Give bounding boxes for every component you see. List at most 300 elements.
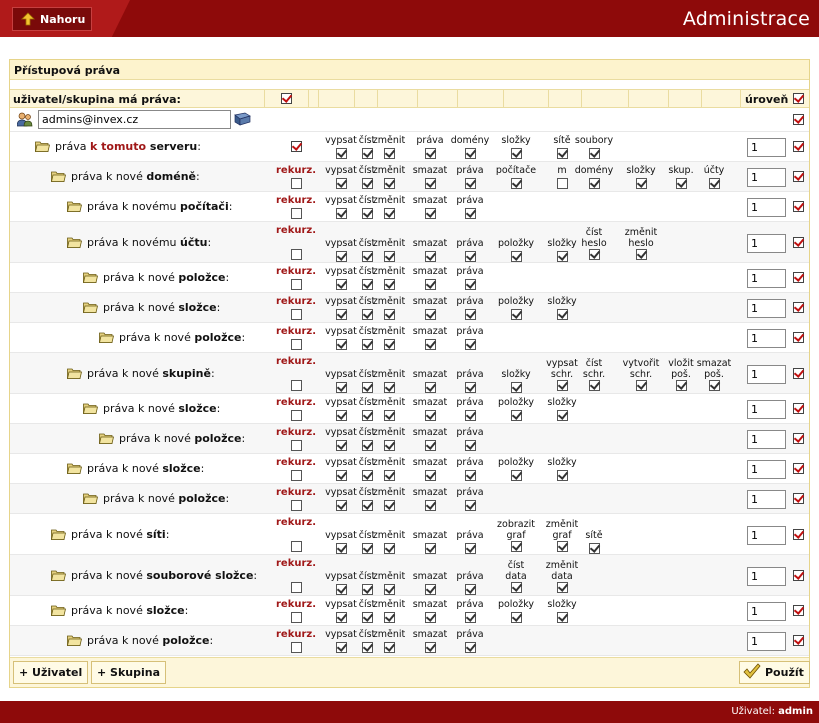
recursive-checkbox[interactable] bbox=[291, 440, 302, 451]
recursive-checkbox[interactable] bbox=[291, 500, 302, 511]
recursive-checkbox[interactable] bbox=[291, 380, 302, 391]
level-input[interactable] bbox=[747, 299, 786, 318]
permission-label: práva bbox=[456, 326, 484, 337]
recursive-checkbox[interactable] bbox=[291, 612, 302, 623]
recursive-label: rekurz. bbox=[276, 427, 317, 438]
permission-checkbox[interactable] bbox=[362, 440, 373, 451]
permission-label: vypsat bbox=[325, 629, 357, 640]
permission-checkbox[interactable] bbox=[362, 208, 373, 219]
permission-label: smazat bbox=[412, 238, 448, 249]
permission-label: položky bbox=[497, 599, 535, 610]
level-checkbox[interactable] bbox=[793, 201, 804, 212]
permission-checkbox[interactable] bbox=[511, 541, 522, 552]
permission-label: složky bbox=[501, 369, 531, 380]
permission-checkbox[interactable] bbox=[336, 500, 347, 511]
row-label-prefix: práva k nové bbox=[103, 301, 179, 314]
user-row-checkbox[interactable] bbox=[793, 114, 804, 125]
recursive-checkbox[interactable] bbox=[291, 642, 302, 653]
permission-label: změnit bbox=[372, 296, 406, 307]
permission-checkbox[interactable] bbox=[384, 339, 395, 350]
apply-button-label: Použít bbox=[765, 666, 804, 679]
permission-label: číst bbox=[358, 397, 376, 408]
level-checkbox[interactable] bbox=[793, 605, 804, 616]
permission-checkbox[interactable] bbox=[384, 309, 395, 320]
rights-row-label bbox=[67, 634, 213, 647]
permission-label: smazat bbox=[412, 530, 448, 541]
permission-checkbox[interactable] bbox=[465, 440, 476, 451]
permission-label: domény bbox=[450, 135, 490, 146]
permission-checkbox[interactable] bbox=[557, 612, 568, 623]
rights-header-row bbox=[10, 89, 809, 108]
row-label-suffix: : bbox=[241, 432, 246, 445]
rights-row bbox=[10, 424, 809, 454]
permission-checkbox[interactable] bbox=[465, 148, 476, 159]
recursive-checkbox[interactable] bbox=[291, 249, 302, 260]
footer-user-name: admin bbox=[778, 706, 813, 717]
permission-checkbox[interactable] bbox=[465, 410, 476, 421]
permission-checkbox[interactable] bbox=[336, 178, 347, 189]
row-label-suffix: : bbox=[210, 367, 215, 380]
recursive-label: rekurz. bbox=[276, 195, 317, 206]
permission-label: změnit bbox=[372, 397, 406, 408]
row-label-text bbox=[103, 402, 220, 415]
rights-row-label bbox=[83, 492, 229, 505]
permission-checkbox[interactable] bbox=[511, 470, 522, 481]
permission-checkbox[interactable] bbox=[465, 642, 476, 653]
permission-checkbox[interactable] bbox=[362, 382, 373, 393]
permission-checkbox[interactable] bbox=[557, 470, 568, 481]
permission-checkbox[interactable] bbox=[425, 410, 436, 421]
rights-row-label bbox=[99, 432, 245, 445]
recursive-label: rekurz. bbox=[276, 266, 317, 277]
permission-checkbox[interactable] bbox=[709, 178, 720, 189]
permission-label: číst data bbox=[505, 560, 527, 582]
permission-checkbox[interactable] bbox=[511, 582, 522, 593]
add-group-button[interactable]: + Skupina bbox=[91, 661, 166, 684]
permission-checkbox[interactable] bbox=[336, 279, 347, 290]
permission-checkbox[interactable] bbox=[511, 309, 522, 320]
row-label-object: složce bbox=[178, 402, 217, 415]
row-label-prefix: práva k nové bbox=[71, 604, 147, 617]
permission-checkbox[interactable] bbox=[676, 178, 687, 189]
permission-label: práva bbox=[456, 599, 484, 610]
permission-label: práva bbox=[456, 165, 484, 176]
permission-checkbox[interactable] bbox=[384, 470, 395, 481]
level-checkbox[interactable] bbox=[793, 529, 804, 540]
permission-label: smazat bbox=[412, 571, 448, 582]
row-label-prefix: práva k nové bbox=[103, 492, 179, 505]
row-all-checkbox[interactable] bbox=[291, 141, 302, 152]
recursive-checkbox[interactable] bbox=[291, 279, 302, 290]
permission-label: smazat poš. bbox=[696, 358, 732, 380]
level-input[interactable] bbox=[747, 567, 786, 586]
permission-label: vypsat bbox=[325, 457, 357, 468]
row-label-object: síti bbox=[146, 528, 166, 541]
permission-checkbox[interactable] bbox=[384, 543, 395, 554]
permission-label: položky bbox=[497, 397, 535, 408]
permission-checkbox[interactable] bbox=[362, 410, 373, 421]
permission-checkbox[interactable] bbox=[384, 178, 395, 189]
folder-icon bbox=[67, 368, 82, 379]
permission-label: vypsat bbox=[325, 238, 357, 249]
row-label-text bbox=[103, 271, 229, 284]
permission-checkbox[interactable] bbox=[465, 584, 476, 595]
permission-checkbox[interactable] bbox=[465, 279, 476, 290]
rights-row-label bbox=[51, 170, 200, 183]
permission-checkbox[interactable] bbox=[425, 279, 436, 290]
level-checkbox[interactable] bbox=[793, 272, 804, 283]
row-label-object: položce bbox=[178, 492, 226, 505]
recursive-checkbox[interactable] bbox=[291, 178, 302, 189]
permission-label: soubory bbox=[574, 135, 614, 146]
check-icon bbox=[743, 663, 761, 682]
permission-checkbox[interactable] bbox=[336, 642, 347, 653]
permission-checkbox[interactable] bbox=[465, 500, 476, 511]
permission-checkbox[interactable] bbox=[336, 339, 347, 350]
permission-checkbox[interactable] bbox=[336, 208, 347, 219]
level-input[interactable] bbox=[747, 234, 786, 253]
permission-checkbox[interactable] bbox=[384, 148, 395, 159]
permission-checkbox[interactable] bbox=[511, 178, 522, 189]
permission-checkbox[interactable] bbox=[336, 470, 347, 481]
footer-user bbox=[731, 706, 813, 717]
level-input[interactable] bbox=[747, 430, 786, 449]
permission-label: vypsat bbox=[325, 369, 357, 380]
permission-checkbox[interactable] bbox=[557, 410, 568, 421]
permission-checkbox[interactable] bbox=[465, 309, 476, 320]
permission-checkbox[interactable] bbox=[557, 148, 568, 159]
row-label-text bbox=[55, 140, 201, 153]
row-label-object: účtu bbox=[180, 236, 208, 249]
permission-checkbox[interactable] bbox=[425, 470, 436, 481]
rights-row bbox=[10, 132, 809, 162]
row-label-suffix: : bbox=[207, 236, 212, 249]
permission-label: změnit graf bbox=[545, 519, 579, 541]
permission-checkbox[interactable] bbox=[336, 309, 347, 320]
permission-checkbox[interactable] bbox=[362, 612, 373, 623]
permission-checkbox[interactable] bbox=[557, 582, 568, 593]
permission-checkbox[interactable] bbox=[425, 543, 436, 554]
permission-checkbox[interactable] bbox=[709, 380, 720, 391]
permission-label: změnit bbox=[372, 266, 406, 277]
permission-checkbox[interactable] bbox=[362, 148, 373, 159]
recursive-label: rekurz. bbox=[276, 225, 317, 236]
footer-user-prefix: Uživatel: bbox=[731, 706, 779, 717]
permission-checkbox[interactable] bbox=[425, 309, 436, 320]
permission-checkbox[interactable] bbox=[384, 612, 395, 623]
rights-row-label bbox=[99, 331, 245, 344]
level-checkbox[interactable] bbox=[793, 332, 804, 343]
level-input[interactable] bbox=[747, 490, 786, 509]
row-label-text bbox=[71, 569, 257, 582]
permission-checkbox[interactable] bbox=[636, 380, 647, 391]
permission-checkbox[interactable] bbox=[557, 251, 568, 262]
permission-checkbox[interactable] bbox=[465, 339, 476, 350]
permission-checkbox[interactable] bbox=[336, 148, 347, 159]
permission-checkbox[interactable] bbox=[336, 440, 347, 451]
level-input[interactable] bbox=[747, 400, 786, 419]
permission-checkbox[interactable] bbox=[336, 612, 347, 623]
permission-label: změnit bbox=[372, 530, 406, 541]
permission-label: číst bbox=[358, 427, 376, 438]
level-input[interactable] bbox=[747, 269, 786, 288]
permission-label: číst bbox=[358, 135, 376, 146]
row-label-text bbox=[87, 367, 215, 380]
recursive-checkbox[interactable] bbox=[291, 309, 302, 320]
permission-label: změnit data bbox=[545, 560, 579, 582]
permission-checkbox[interactable] bbox=[425, 148, 436, 159]
level-input[interactable] bbox=[747, 198, 786, 217]
recursive-label: rekurz. bbox=[276, 397, 317, 408]
rights-header-label: uživatel/skupina má práva: bbox=[13, 93, 181, 106]
rights-row-label bbox=[67, 367, 215, 380]
permission-checkbox[interactable] bbox=[362, 309, 373, 320]
permission-label: smazat bbox=[412, 487, 448, 498]
row-label-prefix: práva k nové bbox=[87, 634, 163, 647]
recursive-checkbox[interactable] bbox=[291, 541, 302, 552]
permission-label: smazat bbox=[412, 165, 448, 176]
level-input[interactable] bbox=[747, 526, 786, 545]
folder-icon bbox=[35, 141, 50, 152]
permission-checkbox[interactable] bbox=[336, 382, 347, 393]
permission-checkbox[interactable] bbox=[465, 612, 476, 623]
permission-label: smazat bbox=[412, 296, 448, 307]
permission-checkbox[interactable] bbox=[636, 249, 647, 260]
permission-label: vypsat bbox=[325, 296, 357, 307]
level-header-checkbox[interactable] bbox=[793, 93, 804, 104]
user-input[interactable] bbox=[38, 110, 231, 129]
level-checkbox[interactable] bbox=[793, 493, 804, 504]
row-label-object: doméně bbox=[146, 170, 196, 183]
recursive-label: rekurz. bbox=[276, 296, 317, 307]
permission-checkbox[interactable] bbox=[557, 380, 568, 391]
permission-label: složky bbox=[547, 599, 577, 610]
permission-label: vypsat bbox=[325, 427, 357, 438]
level-checkbox[interactable] bbox=[793, 570, 804, 581]
row-label-text bbox=[87, 462, 204, 475]
rights-row-label bbox=[83, 271, 229, 284]
permission-label: vypsat bbox=[325, 195, 357, 206]
header-all-checkbox[interactable] bbox=[281, 93, 292, 104]
row-label-prefix: práva k nové bbox=[119, 432, 195, 445]
row-label-text bbox=[87, 236, 211, 249]
permission-label: číst bbox=[358, 369, 376, 380]
permission-label: smazat bbox=[412, 397, 448, 408]
row-label-text bbox=[87, 634, 213, 647]
permission-label: změnit bbox=[372, 457, 406, 468]
permission-checkbox[interactable] bbox=[362, 470, 373, 481]
permission-checkbox[interactable] bbox=[336, 584, 347, 595]
level-input[interactable] bbox=[747, 632, 786, 651]
permission-label: práva bbox=[456, 266, 484, 277]
permission-checkbox[interactable] bbox=[362, 178, 373, 189]
permission-checkbox[interactable] bbox=[384, 251, 395, 262]
permission-label: číst bbox=[358, 165, 376, 176]
permission-checkbox[interactable] bbox=[336, 543, 347, 554]
permission-checkbox[interactable] bbox=[425, 440, 436, 451]
permission-checkbox[interactable] bbox=[384, 208, 395, 219]
row-label-prefix: práva k nové bbox=[87, 462, 163, 475]
rights-row bbox=[10, 293, 809, 323]
permission-checkbox[interactable] bbox=[384, 410, 395, 421]
permission-checkbox[interactable] bbox=[362, 500, 373, 511]
permission-checkbox[interactable] bbox=[362, 339, 373, 350]
row-label-prefix: práva k nové bbox=[71, 528, 147, 541]
permission-checkbox[interactable] bbox=[425, 642, 436, 653]
permission-checkbox[interactable] bbox=[362, 584, 373, 595]
rights-row bbox=[10, 394, 809, 424]
permission-label: práva bbox=[456, 238, 484, 249]
permission-label: číst bbox=[358, 629, 376, 640]
level-input[interactable] bbox=[747, 460, 786, 479]
permission-checkbox[interactable] bbox=[589, 178, 600, 189]
permission-checkbox[interactable] bbox=[425, 339, 436, 350]
level-checkbox[interactable] bbox=[793, 302, 804, 313]
row-label-text bbox=[87, 200, 232, 213]
row-label-prefix: práva k nové bbox=[119, 331, 195, 344]
permission-checkbox[interactable] bbox=[384, 642, 395, 653]
recursive-checkbox[interactable] bbox=[291, 410, 302, 421]
level-input[interactable] bbox=[747, 138, 786, 157]
level-checkbox[interactable] bbox=[793, 635, 804, 646]
permission-checkbox[interactable] bbox=[465, 251, 476, 262]
permission-checkbox[interactable] bbox=[557, 178, 568, 189]
recursive-label: rekurz. bbox=[276, 558, 317, 569]
recursive-label: rekurz. bbox=[276, 487, 317, 498]
access-rights-panel bbox=[9, 59, 810, 688]
row-label-text bbox=[71, 170, 200, 183]
permission-label: smazat bbox=[412, 457, 448, 468]
permission-label: číst heslo bbox=[581, 227, 607, 249]
apply-button[interactable] bbox=[739, 661, 810, 684]
level-checkbox[interactable] bbox=[793, 403, 804, 414]
permission-checkbox[interactable] bbox=[384, 584, 395, 595]
permission-checkbox[interactable] bbox=[589, 249, 600, 260]
level-checkbox[interactable] bbox=[793, 368, 804, 379]
home-button[interactable] bbox=[12, 7, 92, 31]
address-book-icon[interactable] bbox=[234, 112, 251, 129]
recursive-checkbox[interactable] bbox=[291, 339, 302, 350]
permission-label: sítě bbox=[553, 135, 571, 146]
permission-checkbox[interactable] bbox=[425, 178, 436, 189]
permission-checkbox[interactable] bbox=[336, 410, 347, 421]
permission-checkbox[interactable] bbox=[362, 543, 373, 554]
permission-checkbox[interactable] bbox=[557, 541, 568, 552]
add-user-button[interactable]: + Uživatel bbox=[13, 661, 88, 684]
permission-checkbox[interactable] bbox=[676, 380, 687, 391]
rights-row bbox=[10, 454, 809, 484]
permission-checkbox[interactable] bbox=[465, 208, 476, 219]
row-label-suffix: : bbox=[197, 140, 201, 153]
permission-checkbox[interactable] bbox=[384, 440, 395, 451]
permission-checkbox[interactable] bbox=[384, 382, 395, 393]
permission-label: změnit bbox=[372, 135, 406, 146]
recursive-checkbox[interactable] bbox=[291, 470, 302, 481]
permission-checkbox[interactable] bbox=[425, 584, 436, 595]
permission-checkbox[interactable] bbox=[425, 208, 436, 219]
level-input[interactable] bbox=[747, 168, 786, 187]
permission-label: číst bbox=[358, 571, 376, 582]
permission-checkbox[interactable] bbox=[511, 410, 522, 421]
permission-checkbox[interactable] bbox=[425, 251, 436, 262]
top-bar bbox=[0, 0, 819, 37]
folder-icon bbox=[99, 433, 114, 444]
permission-checkbox[interactable] bbox=[465, 382, 476, 393]
permission-checkbox[interactable] bbox=[511, 251, 522, 262]
permission-checkbox[interactable] bbox=[465, 470, 476, 481]
permission-label: číst schr. bbox=[582, 358, 606, 380]
permission-checkbox[interactable] bbox=[636, 178, 647, 189]
permission-checkbox[interactable] bbox=[511, 382, 522, 393]
row-label-prefix: práva k nové bbox=[87, 367, 163, 380]
recursive-checkbox[interactable] bbox=[291, 208, 302, 219]
rights-row bbox=[10, 263, 809, 293]
permission-checkbox[interactable] bbox=[557, 309, 568, 320]
level-checkbox[interactable] bbox=[793, 171, 804, 182]
rights-row-label bbox=[51, 528, 169, 541]
rights-row-label bbox=[51, 569, 257, 582]
rights-row-label bbox=[83, 301, 220, 314]
permission-checkbox[interactable] bbox=[425, 500, 436, 511]
permission-label: vypsat bbox=[325, 397, 357, 408]
permission-checkbox[interactable] bbox=[384, 500, 395, 511]
permission-checkbox[interactable] bbox=[425, 612, 436, 623]
row-label-suffix: : bbox=[228, 200, 233, 213]
permission-label: číst bbox=[358, 487, 376, 498]
permission-checkbox[interactable] bbox=[511, 148, 522, 159]
permission-label: účty bbox=[703, 165, 725, 176]
permission-checkbox[interactable] bbox=[511, 612, 522, 623]
row-label-prefix: práva k nové bbox=[71, 170, 147, 183]
level-input[interactable] bbox=[747, 365, 786, 384]
permission-label: vložit poš. bbox=[668, 358, 694, 380]
permission-checkbox[interactable] bbox=[589, 380, 600, 391]
row-label-suffix: : bbox=[216, 402, 221, 415]
folder-icon bbox=[83, 493, 98, 504]
row-label-object: položce bbox=[194, 432, 242, 445]
recursive-checkbox[interactable] bbox=[291, 582, 302, 593]
row-label-suffix: : bbox=[225, 492, 230, 505]
rights-row bbox=[10, 162, 809, 192]
folder-icon bbox=[83, 302, 98, 313]
level-checkbox[interactable] bbox=[793, 237, 804, 248]
permission-checkbox[interactable] bbox=[589, 543, 600, 554]
folder-icon bbox=[67, 201, 82, 212]
level-header: úroveň bbox=[745, 93, 789, 106]
permission-label: vypsat schr. bbox=[546, 358, 578, 380]
level-input[interactable] bbox=[747, 329, 786, 348]
permission-label: složky bbox=[547, 397, 577, 408]
permission-checkbox[interactable] bbox=[362, 251, 373, 262]
permission-checkbox[interactable] bbox=[384, 279, 395, 290]
row-label-prefix: práva bbox=[55, 140, 90, 153]
level-input[interactable] bbox=[747, 602, 786, 621]
level-checkbox[interactable] bbox=[793, 433, 804, 444]
level-checkbox[interactable] bbox=[793, 141, 804, 152]
panel-title: Přístupová práva bbox=[10, 60, 809, 80]
user-group-icon bbox=[17, 112, 33, 130]
level-checkbox[interactable] bbox=[793, 463, 804, 474]
permission-checkbox[interactable] bbox=[425, 382, 436, 393]
permission-checkbox[interactable] bbox=[336, 251, 347, 262]
permission-checkbox[interactable] bbox=[362, 642, 373, 653]
permission-checkbox[interactable] bbox=[362, 279, 373, 290]
permission-label: smazat bbox=[412, 427, 448, 438]
permission-checkbox[interactable] bbox=[465, 178, 476, 189]
permission-label: číst bbox=[358, 599, 376, 610]
permission-checkbox[interactable] bbox=[589, 148, 600, 159]
permission-checkbox[interactable] bbox=[465, 543, 476, 554]
